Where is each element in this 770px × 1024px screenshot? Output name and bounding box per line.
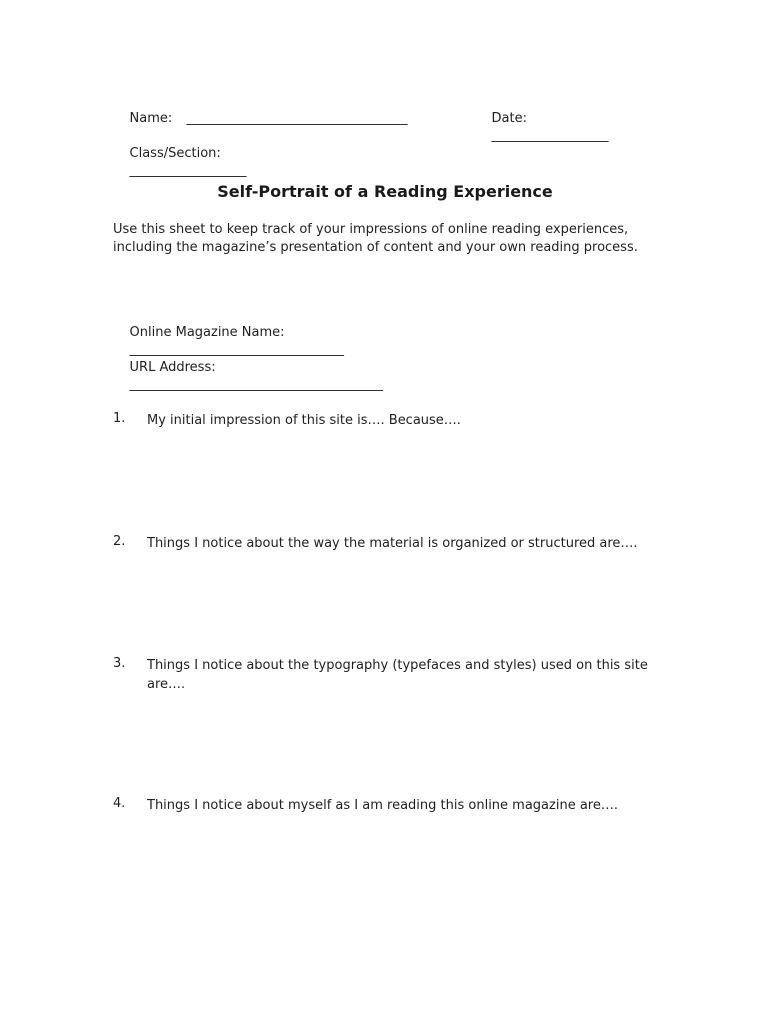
prompt-number: 2. bbox=[113, 534, 126, 549]
name-blank-line: __________________________________ bbox=[186, 111, 408, 126]
prompt-text: Things I notice about the way the material is organized or structured are…. bbox=[147, 536, 638, 551]
prompt-number: 1. bbox=[113, 411, 126, 426]
name-label: Name: bbox=[129, 111, 173, 126]
prompt-text: My initial impression of this site is…. Because…. bbox=[147, 413, 461, 428]
class-blank-line: __________________ bbox=[129, 163, 247, 178]
date-blank-line: __________________ bbox=[491, 128, 609, 143]
date-label: Date: bbox=[491, 111, 527, 126]
prompt-number: 4. bbox=[113, 796, 126, 811]
url-blank-line: _______________________________________ bbox=[129, 377, 384, 392]
intro-paragraph: Use this sheet to keep track of your impressions of online reading experiences, including the magazine’s presentation of content and your own reading process. bbox=[113, 222, 638, 255]
date-row bbox=[475, 93, 609, 161]
page-title: Self-Portrait of a Reading Experience bbox=[217, 182, 553, 201]
prompt-text: Things I notice about myself as I am reading this online magazine are…. bbox=[147, 798, 618, 813]
class-label: Class/Section: bbox=[129, 146, 221, 161]
magazine-label: Online Magazine Name: bbox=[129, 325, 285, 340]
prompt-text: Things I notice about the typography (typefaces and styles) used on this site are…. bbox=[147, 658, 648, 692]
magazine-blank-line: _________________________________ bbox=[129, 342, 345, 357]
url-row bbox=[113, 342, 383, 410]
url-label: URL Address: bbox=[129, 360, 216, 375]
prompt-number: 3. bbox=[113, 656, 126, 671]
